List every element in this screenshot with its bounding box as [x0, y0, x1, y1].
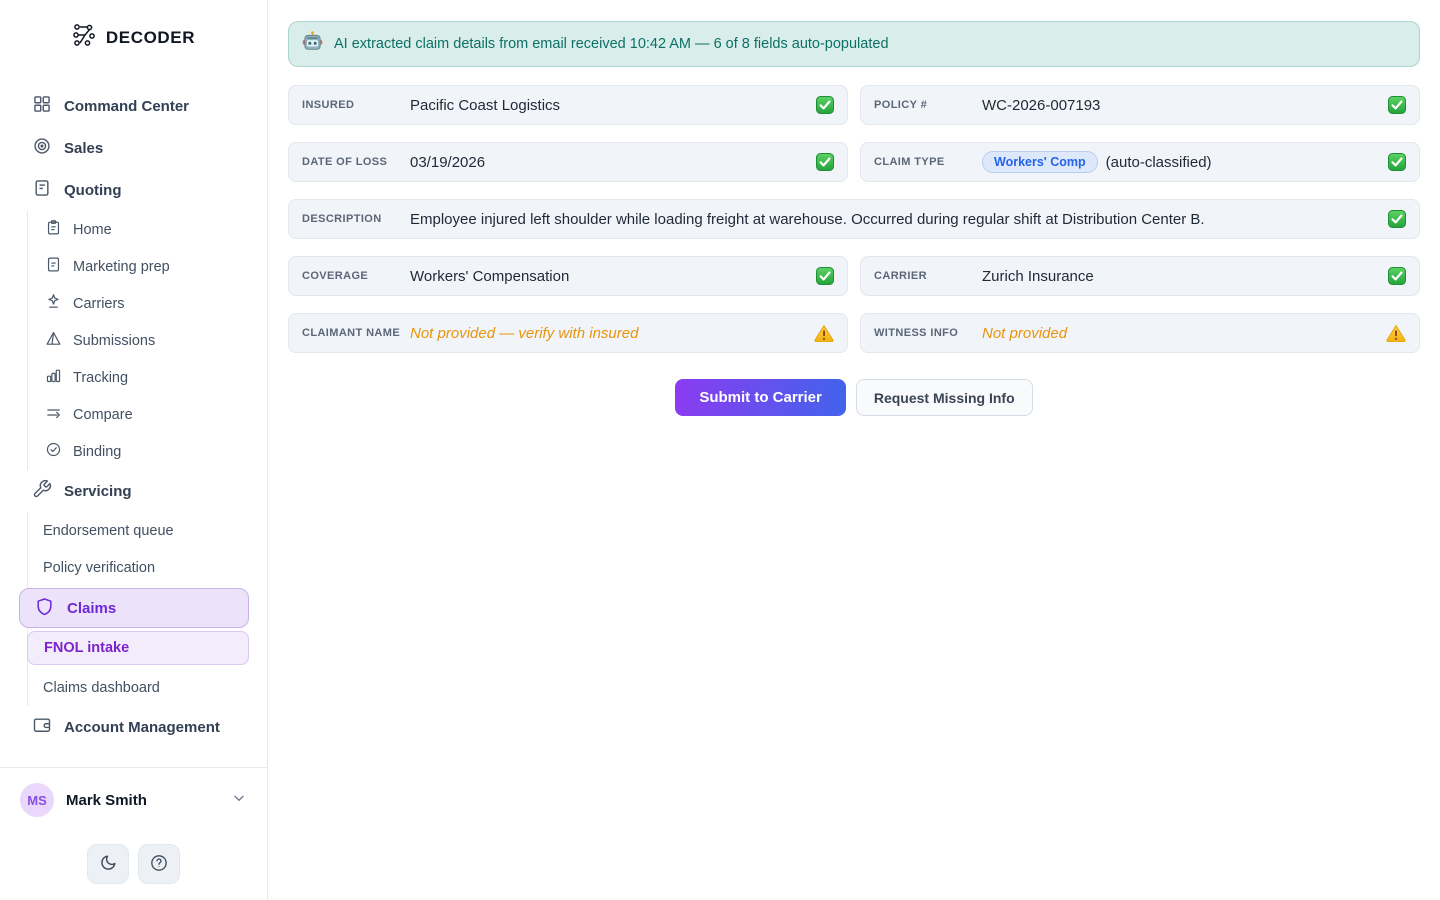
status-warning-icon	[1386, 324, 1406, 342]
field-value: Employee injured left shoulder while loading freight at warehouse. Occurred during regular shift at Distribution Center B.	[410, 210, 1205, 228]
sidebar-item-submissions[interactable]	[28, 322, 267, 359]
sidebar-item-label: Marketing prep	[73, 258, 170, 275]
sidebar-item-label: Servicing	[64, 482, 132, 500]
sidebar-item-carriers[interactable]	[28, 285, 267, 322]
sidebar-item-label: FNOL intake	[44, 640, 130, 656]
sidebar-item-servicing[interactable]	[0, 470, 267, 512]
banner-message: AI extracted claim details from email received 10:42 AM — 6 of 8 fields auto-populated	[334, 36, 889, 52]
auto-classified-note: (auto-classified)	[1105, 153, 1212, 171]
status-complete-icon	[1388, 267, 1406, 285]
status-complete-icon	[1388, 96, 1406, 114]
sidebar-item-label: Claims	[67, 599, 117, 617]
field-label: CLAIM TYPE	[874, 156, 945, 168]
robot-icon	[302, 31, 323, 57]
sidebar-item-tracking[interactable]	[28, 359, 267, 396]
wrench-icon	[32, 479, 52, 503]
sidebar-item-fnol-intake[interactable]	[27, 631, 249, 665]
sidebar-item-label: Binding	[73, 443, 122, 460]
field-value: Workers' Compensation	[410, 267, 570, 285]
sidebar	[0, 0, 268, 900]
field-label: COVERAGE	[302, 270, 369, 282]
field-carrier[interactable]	[860, 256, 1420, 296]
field-value: Pacific Coast Logistics	[410, 96, 561, 114]
moon-icon	[99, 853, 118, 875]
sidebar-item-home[interactable]	[28, 211, 267, 248]
status-complete-icon	[816, 96, 834, 114]
sidebar-item-label: Claims dashboard	[43, 679, 160, 696]
shield-icon	[35, 597, 54, 620]
claim-fields-grid	[288, 85, 1420, 353]
field-claimant-name[interactable]	[288, 313, 848, 353]
field-value: Zurich Insurance	[982, 267, 1094, 285]
user-name: Mark Smith	[66, 791, 147, 809]
sidebar-item-binding[interactable]	[28, 433, 267, 470]
clipboard-icon	[45, 219, 62, 240]
field-value: 03/19/2026	[410, 153, 486, 171]
grid-icon	[32, 94, 52, 118]
document-icon	[32, 178, 52, 202]
sidebar-item-sales[interactable]	[0, 127, 267, 169]
sidebar-item-label: Carriers	[73, 295, 125, 312]
sidebar-item-label: Tracking	[73, 369, 129, 386]
status-complete-icon	[1388, 153, 1406, 171]
quoting-subnav	[27, 211, 267, 470]
wallet-icon	[32, 715, 52, 739]
sidebar-item-quoting[interactable]	[0, 169, 267, 211]
check-circle-icon	[45, 441, 62, 462]
field-value: WC-2026-007193	[982, 96, 1101, 114]
field-label: DESCRIPTION	[302, 213, 382, 225]
question-circle-icon	[149, 853, 169, 876]
status-complete-icon	[816, 267, 834, 285]
decoder-dots-logo-icon	[72, 23, 97, 53]
avatar: MS	[20, 783, 54, 817]
bar-chart-icon	[45, 367, 62, 388]
sidebar-item-label: Quoting	[64, 181, 122, 199]
servicing-subnav	[27, 512, 267, 706]
sidebar-item-label: Command Center	[64, 97, 190, 115]
brand-name: DECODER	[105, 28, 196, 47]
brand-logo	[0, 0, 267, 61]
action-buttons	[288, 379, 1420, 416]
utility-buttons	[20, 844, 247, 884]
field-label: POLICY #	[874, 99, 928, 111]
sidebar-item-account-management[interactable]	[0, 706, 267, 748]
field-description[interactable]	[288, 199, 1420, 239]
submit-to-carrier-button[interactable]: Submit to Carrier	[675, 379, 846, 416]
sidebar-item-claims[interactable]	[19, 588, 249, 628]
sidebar-item-label: Endorsement queue	[43, 522, 174, 539]
sidebar-item-compare[interactable]	[28, 396, 267, 433]
field-insured[interactable]	[288, 85, 848, 125]
dark-mode-toggle-button[interactable]	[87, 844, 129, 884]
field-witness-info[interactable]	[860, 313, 1420, 353]
sidebar-item-label: Submissions	[73, 332, 156, 349]
field-label: DATE OF LOSS	[302, 156, 388, 168]
sidebar-item-marketing-prep[interactable]	[28, 248, 267, 285]
status-warning-icon	[814, 324, 834, 342]
sidebar-item-label: Sales	[64, 139, 104, 157]
sidebar-item-claims-dashboard[interactable]	[28, 669, 267, 706]
field-label: CARRIER	[874, 270, 927, 282]
help-button[interactable]	[138, 844, 180, 884]
sidebar-item-command-center[interactable]	[0, 85, 267, 127]
chevron-down-icon	[231, 790, 247, 811]
field-date-of-loss[interactable]	[288, 142, 848, 182]
ai-extraction-banner	[288, 21, 1420, 67]
sidebar-item-endorsement-queue[interactable]	[28, 512, 267, 549]
sidebar-item-label: Compare	[73, 406, 133, 423]
sidebar-item-label: Account Management	[64, 718, 220, 736]
sidebar-footer	[0, 767, 267, 900]
sidebar-item-label: Home	[73, 221, 112, 238]
field-value-missing: Not provided — verify with insured	[410, 324, 639, 342]
sidebar-item-policy-verification[interactable]	[28, 549, 267, 586]
field-value-missing: Not provided	[982, 324, 1068, 342]
field-policy-number[interactable]	[860, 85, 1420, 125]
field-label: INSURED	[302, 99, 355, 111]
target-icon	[32, 136, 52, 160]
sparkle-icon	[45, 293, 62, 314]
status-complete-icon	[1388, 210, 1406, 228]
field-label: CLAIMANT NAME	[302, 327, 401, 339]
triangle-icon	[45, 330, 62, 351]
file-icon	[45, 256, 62, 277]
fnol-intake-panel	[268, 0, 1440, 900]
claim-type-badge: Workers' Comp	[982, 151, 1098, 173]
request-missing-info-button[interactable]: Request Missing Info	[856, 379, 1033, 416]
field-label: WITNESS INFO	[874, 327, 959, 339]
user-menu[interactable]	[20, 783, 247, 817]
field-claim-type[interactable]	[860, 142, 1420, 182]
field-coverage[interactable]	[288, 256, 848, 296]
sidebar-item-label: Policy verification	[43, 559, 156, 576]
sidebar-nav	[0, 61, 267, 767]
status-complete-icon	[816, 153, 834, 171]
compare-arrows-icon	[45, 404, 62, 425]
